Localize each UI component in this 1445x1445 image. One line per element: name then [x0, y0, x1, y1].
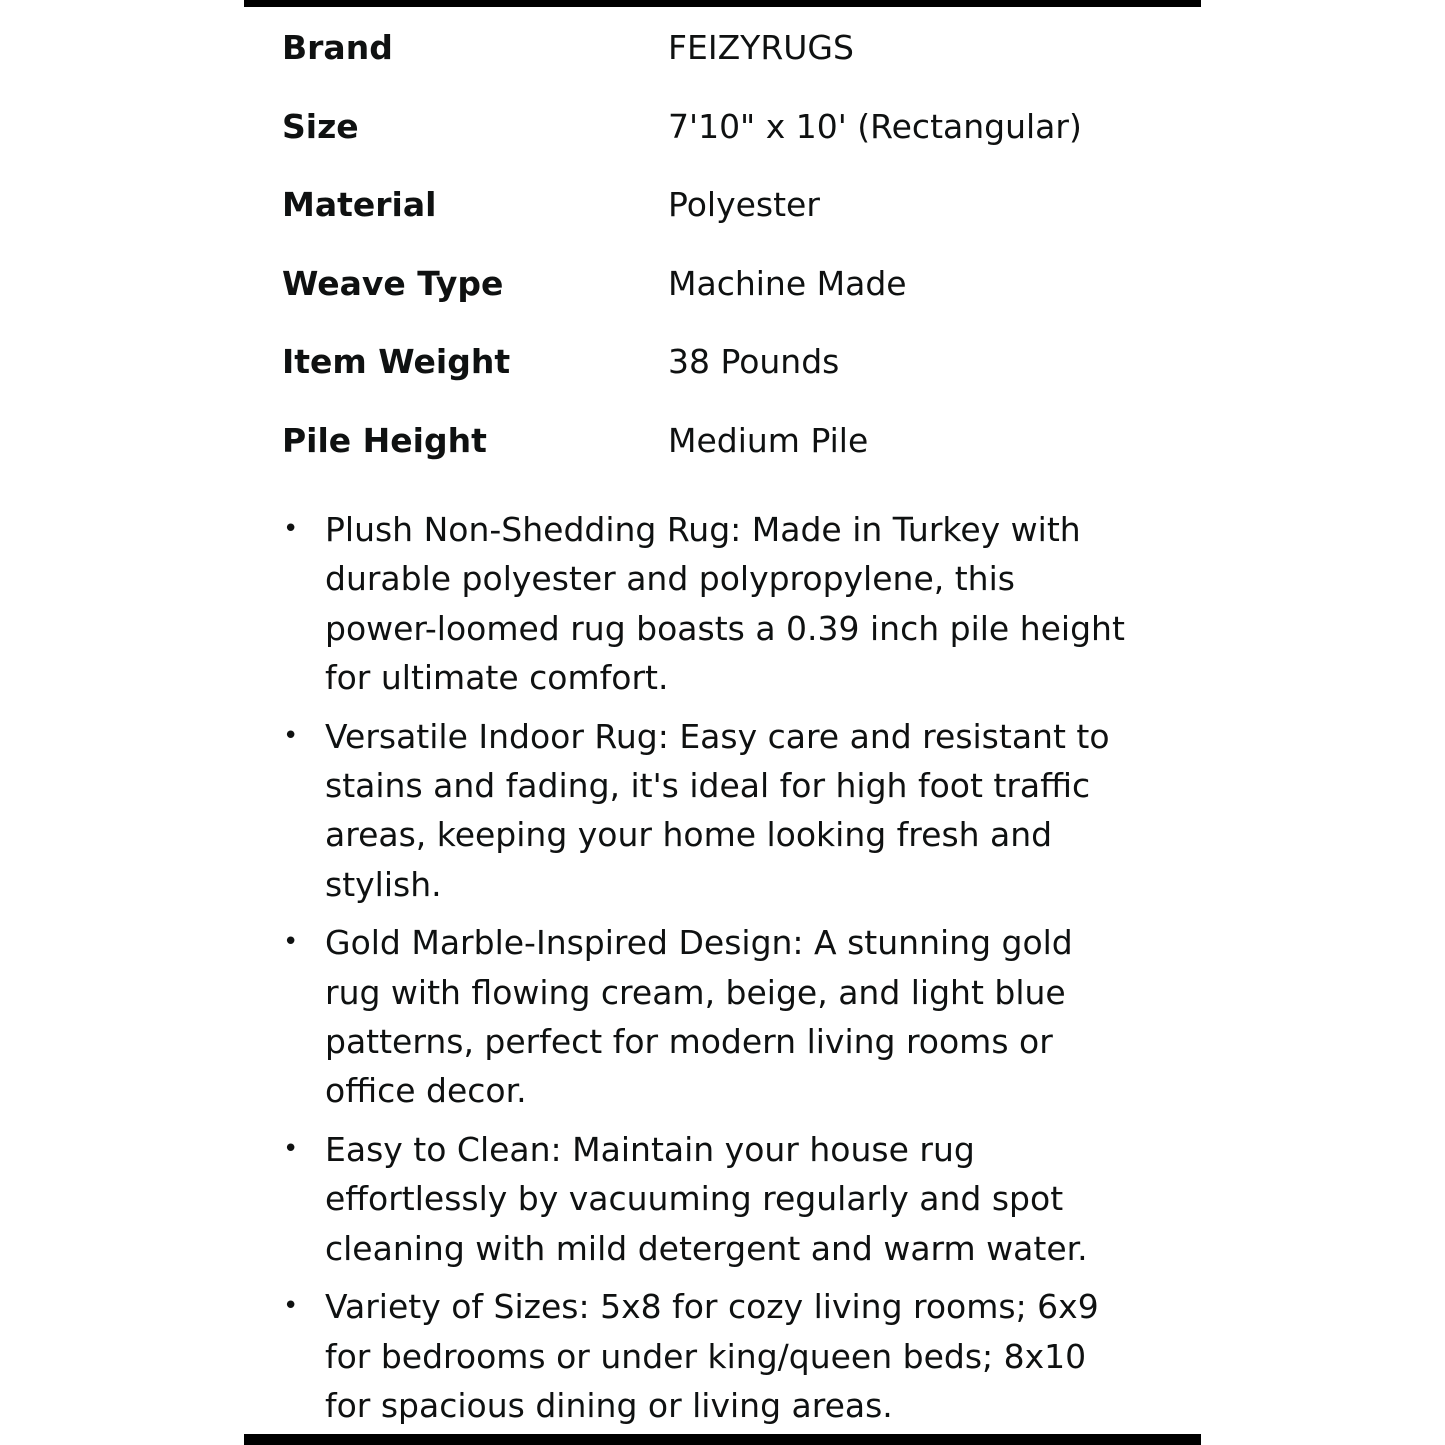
list-item [282, 1282, 1125, 1430]
list-item [282, 918, 1125, 1115]
spec-value: Medium Pile [668, 420, 869, 460]
bullet-icon: • [283, 1134, 299, 1165]
spec-row-material [282, 166, 1182, 245]
spec-value: Machine Made [668, 263, 907, 303]
product-details-panel [244, 0, 1201, 1445]
bullet-text: Gold Marble-Inspired Design: A stunning gold rug with flowing cream, beige, and light blue patterns, perfect for modern living rooms or office decor. [325, 923, 1073, 1111]
list-item [282, 1125, 1125, 1273]
spec-label: Brand [282, 28, 393, 68]
spec-label: Material [282, 185, 437, 225]
product-specs-table [282, 9, 1182, 480]
spec-label: Item Weight [282, 342, 511, 382]
bullet-icon: • [283, 720, 299, 751]
bullet-text: Easy to Clean: Maintain your house rug effortlessly by vacuuming regularly and spot cleaning with mild detergent and warm water. [325, 1130, 1088, 1268]
spec-label: Pile Height [282, 420, 487, 460]
spec-label: Size [282, 106, 359, 146]
bullet-icon: • [283, 1291, 299, 1322]
bullet-text: Plush Non-Shedding Rug: Made in Turkey with durable polyester and polypropylene, this power-loomed rug boasts a 0.39 inch pile height for ultimate comfort. [325, 510, 1125, 697]
bullet-icon: • [283, 927, 299, 958]
bottom-divider-bar [244, 1434, 1201, 1445]
spec-row-size [282, 88, 1182, 167]
spec-value: FEIZYRUGS [668, 28, 854, 68]
spec-value: 7'10" x 10' (Rectangular) [668, 106, 1082, 146]
bullet-text: Variety of Sizes: 5x8 for cozy living rooms; 6x9 for bedrooms or under king/queen beds; 8x10 for spacious dining or living areas. [325, 1287, 1099, 1426]
bullet-icon: • [283, 514, 299, 544]
spec-value: Polyester [668, 185, 820, 225]
list-item [282, 505, 1125, 702]
list-item [282, 712, 1125, 909]
bullet-text: Versatile Indoor Rug: Easy care and resistant to stains and fading, it's ideal for high foot traffic areas, keeping your home looking fresh and stylish. [325, 716, 1110, 904]
spec-row-item-weight [282, 323, 1182, 402]
spec-row-weave-type [282, 245, 1182, 324]
about-this-item-list [282, 505, 1182, 1440]
spec-value: 38 Pounds [668, 342, 840, 382]
spec-row-brand [282, 9, 1182, 88]
spec-label: Weave Type [282, 263, 504, 303]
top-divider-bar [244, 0, 1201, 7]
spec-row-pile-height [282, 402, 1182, 481]
